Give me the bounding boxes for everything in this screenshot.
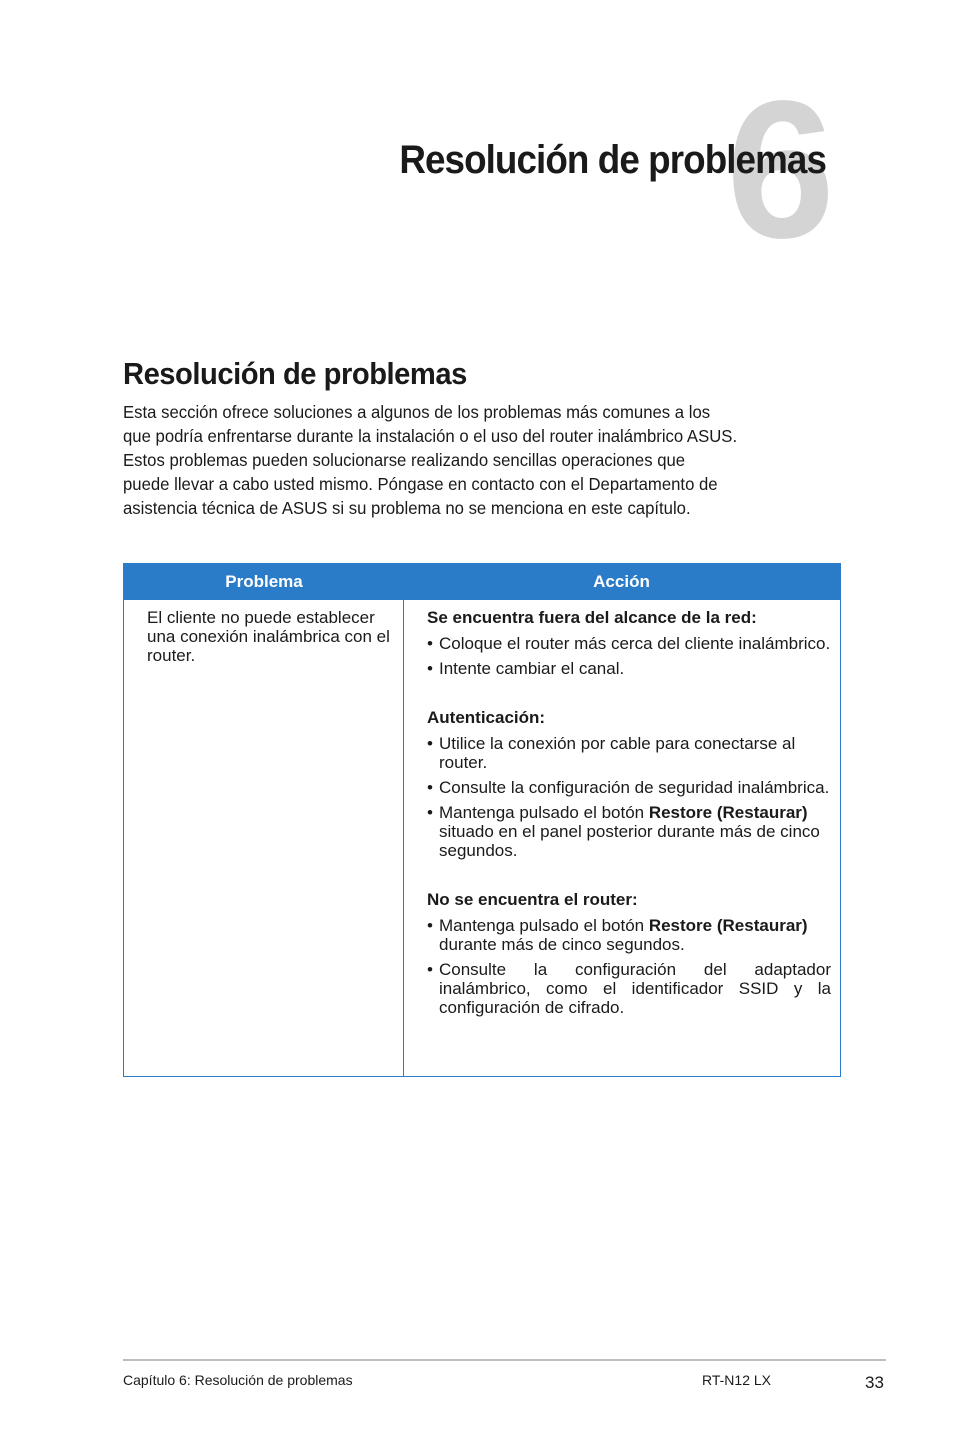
table-row [124,600,840,1076]
bullet-icon: • [427,916,433,935]
condition-title: Se encuentra fuera del alcance de la red: [427,608,757,627]
header-problem: Problema [225,572,303,591]
bullet-icon: • [427,659,433,678]
page-number: 33 [865,1373,884,1392]
troubleshooting-table [123,563,841,1077]
action-text: Intente cambiar el canal. [439,659,625,678]
intro-line: Estos problemas pueden solucionarse realizando sencillas operaciones que [123,450,686,470]
action-item [427,803,831,860]
bullet-icon: • [427,634,433,653]
section-title: Resolución de problemas [123,356,467,391]
bullet-icon: • [427,778,433,797]
footer-divider [123,1359,886,1361]
footer-model: RT-N12 LX [702,1372,771,1388]
action-item [427,960,831,1017]
intro-line: que podría enfrentarse durante la instalación o el uso del router inalámbrico ASUS. [123,426,738,446]
action-item [427,778,831,797]
intro-paragraph [123,400,830,520]
problem-cell: El cliente no puede establecer una conexión inalámbrica con el router. [124,600,404,1076]
action-text: Mantenga pulsado el botón Restore (Restaurar) situado en el panel posterior durante más de cinco segundos. [439,803,820,860]
condition-title: No se encuentra el router: [427,890,638,909]
action-text: Mantenga pulsado el botón Restore (Restaurar) durante más de cinco segundos. [439,916,808,954]
action-text: Consulte la configuración de seguridad inalámbrica. [439,778,830,797]
action-item [427,734,831,772]
bullet-icon: • [427,734,433,753]
intro-line: Esta sección ofrece soluciones a algunos de los problemas más comunes a los [123,402,711,422]
header-action: Acción [593,572,650,591]
action-text: Coloque el router más cerca del cliente inalámbrico. [439,634,831,653]
bullet-icon: • [427,960,433,979]
intro-line: puede llevar a cabo usted mismo. Póngase en contacto con el Departamento de [123,474,718,494]
action-item [427,634,831,653]
table-header-row [124,564,840,600]
bullet-icon: • [427,803,433,822]
condition-title: Autenticación: [427,708,546,727]
action-item [427,916,831,954]
action-text: Consulte la configuración del adaptador inalámbrico, como el identificador SSID y la configuración de cifrado. [439,960,831,1017]
action-text: Utilice la conexión por cable para conectarse al router. [439,734,796,772]
chapter-number: 6 [726,60,832,279]
chapter-title: Resolución de problemas [399,138,826,182]
footer-chapter-label: Capítulo 6: Resolución de problemas [123,1372,353,1388]
intro-line: asistencia técnica de ASUS si su problema no se menciona en este capítulo. [123,498,691,518]
action-item [427,659,831,678]
action-cell [404,600,839,1076]
